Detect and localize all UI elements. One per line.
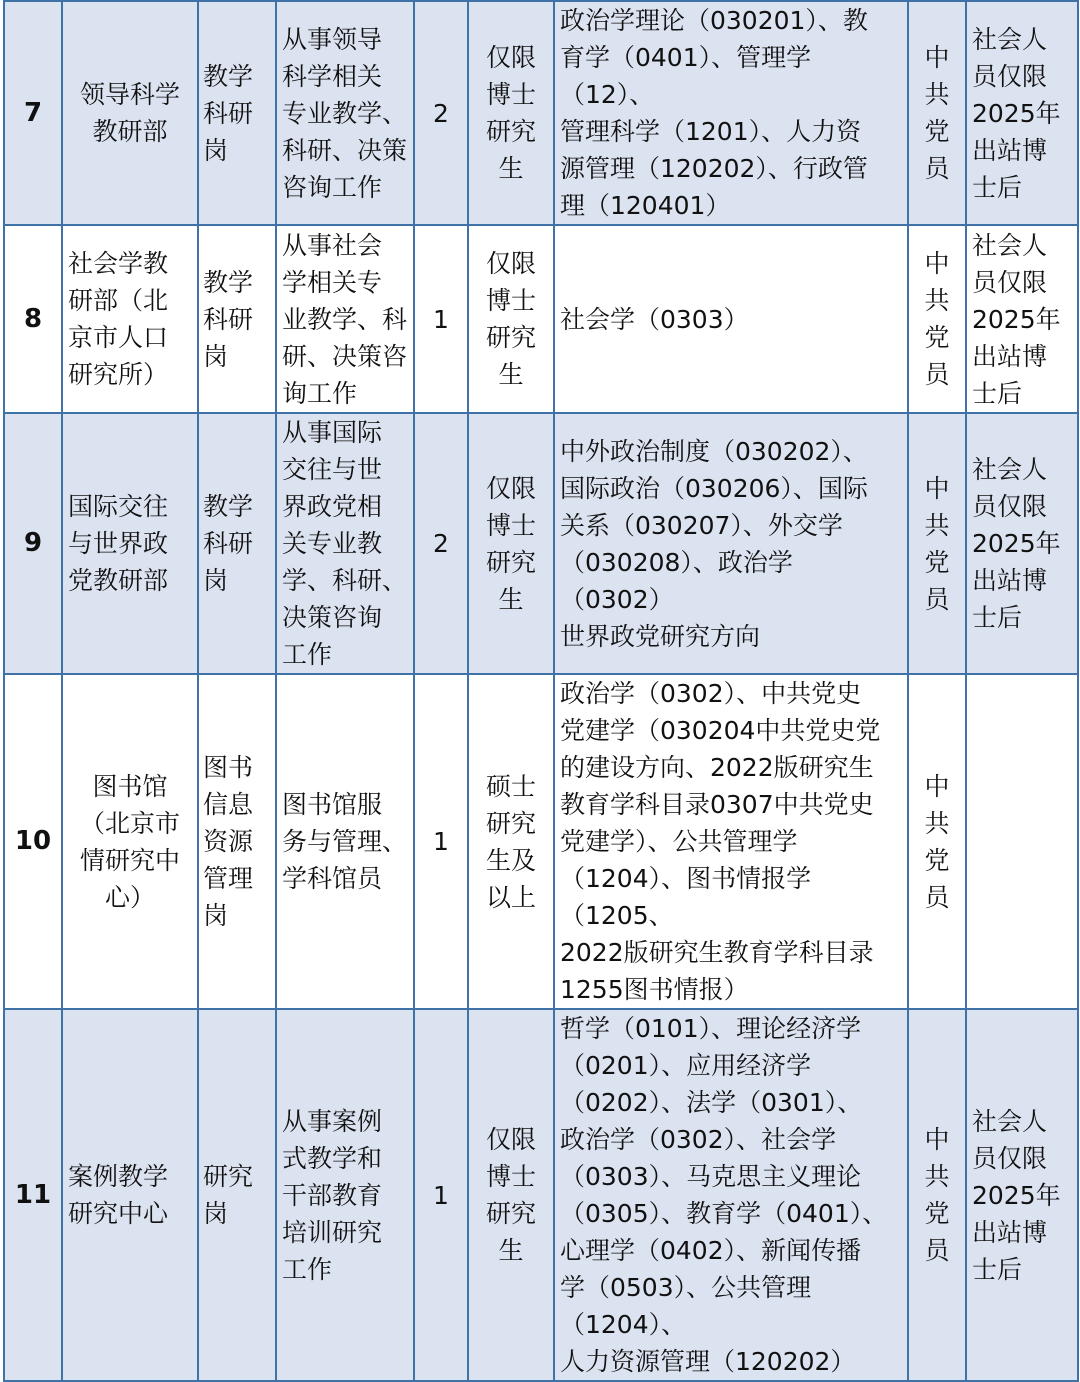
recruitment-table	[3, 0, 1079, 1382]
count-cell: 2	[414, 413, 468, 674]
education-cell: 仅限 博士 研究 生	[468, 225, 554, 413]
duties-cell: 从事国际 交往与世 界政党相 关专业教 学、科研、 决策咨询 工作	[276, 413, 414, 674]
remarks-cell: 社会人 员仅限 2025年 出站博 士后	[966, 1009, 1078, 1381]
row-number: 8	[4, 225, 62, 413]
row-number: 10	[4, 674, 62, 1009]
political-status-cell: 中 共 党 员	[908, 1, 966, 225]
political-status-cell: 中 共 党 员	[908, 413, 966, 674]
remarks-cell: 社会人 员仅限 2025年 出站博 士后	[966, 225, 1078, 413]
remarks-cell: 社会人 员仅限 2025年 出站博 士后	[966, 413, 1078, 674]
major-cell: 社会学（0303）	[554, 225, 908, 413]
row-number: 7	[4, 1, 62, 225]
education-cell: 硕士 研究 生及 以上	[468, 674, 554, 1009]
duties-cell: 从事社会 学相关专 业教学、科 研、决策咨 询工作	[276, 225, 414, 413]
post-type-cell: 研究 岗	[198, 1009, 276, 1381]
table-row	[4, 225, 1078, 413]
count-cell: 1	[414, 225, 468, 413]
department-cell: 国际交往 与世界政 党教研部	[62, 413, 198, 674]
major-cell: 政治学理论（030201）、教 育学（0401）、管理学（12）、 管理科学（1201）、人力资 源管理（120202）、行政管 理（120401）	[554, 1, 908, 225]
post-type-cell: 图书 信息 资源 管理 岗	[198, 674, 276, 1009]
row-number: 11	[4, 1009, 62, 1381]
education-cell: 仅限 博士 研究 生	[468, 1009, 554, 1381]
post-type-cell: 教学 科研 岗	[198, 413, 276, 674]
table-row	[4, 1, 1078, 225]
education-cell: 仅限 博士 研究 生	[468, 1, 554, 225]
department-cell: 图书馆 （北京市 情研究中 心）	[62, 674, 198, 1009]
department-cell: 案例教学 研究中心	[62, 1009, 198, 1381]
count-cell: 2	[414, 1, 468, 225]
post-type-cell: 教学 科研 岗	[198, 1, 276, 225]
table-row	[4, 413, 1078, 674]
count-cell: 1	[414, 1009, 468, 1381]
count-cell: 1	[414, 674, 468, 1009]
duties-cell: 图书馆服 务与管理、 学科馆员	[276, 674, 414, 1009]
duties-cell: 从事领导 科学相关 专业教学、 科研、决策 咨询工作	[276, 1, 414, 225]
row-number: 9	[4, 413, 62, 674]
political-status-cell: 中 共 党 员	[908, 674, 966, 1009]
major-cell: 政治学（0302）、中共党史 党建学（030204中共党史党 的建设方向、2022版研究生 教育学科目录0307中共党史 党建学）、公共管理学 （1204）、图书情报学（1205、 2022版研究生教育学科目录 1255图书情报）	[554, 674, 908, 1009]
remarks-cell	[966, 674, 1078, 1009]
political-status-cell: 中 共 党 员	[908, 225, 966, 413]
education-cell: 仅限 博士 研究 生	[468, 413, 554, 674]
political-status-cell: 中 共 党 员	[908, 1009, 966, 1381]
major-cell: 哲学（0101）、理论经济学 （0201）、应用经济学 （0202）、法学（0301）、 政治学（0302）、社会学 （0303）、马克思主义理论 （0305）、教育学（0401）、 心理学（0402）、新闻传播 学（0503）、公共管理（1204）、 人力资源管理（120202）	[554, 1009, 908, 1381]
recruitment-table-container	[3, 0, 1077, 1376]
table-row	[4, 674, 1078, 1009]
department-cell: 领导科学 教研部	[62, 1, 198, 225]
remarks-cell: 社会人 员仅限 2025年 出站博 士后	[966, 1, 1078, 225]
duties-cell: 从事案例 式教学和 干部教育 培训研究 工作	[276, 1009, 414, 1381]
table-row	[4, 1009, 1078, 1381]
department-cell: 社会学教 研部（北 京市人口 研究所）	[62, 225, 198, 413]
major-cell: 中外政治制度（030202）、 国际政治（030206）、国际 关系（030207）、外交学 （030208）、政治学（0302） 世界政党研究方向	[554, 413, 908, 674]
post-type-cell: 教学 科研 岗	[198, 225, 276, 413]
